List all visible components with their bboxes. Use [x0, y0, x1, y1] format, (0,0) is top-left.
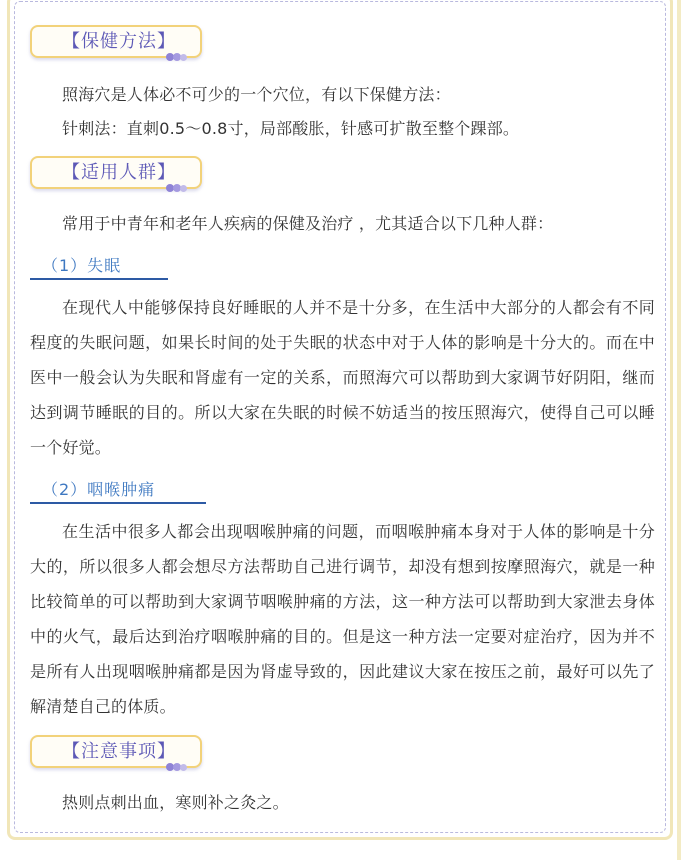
insomnia-paragraph: 在现代人中能够保持良好睡眠的人并不是十分多，在生活中大部分的人都会有不同程度的失眠问题，如果长时间的处于失眠的状态中对于人体的影响是十分大的。而在中医中一般会认为失眠和肾虚有一定的关系，而照海穴可以帮助到大家调节好阴阳，继而达到调节睡眠的目的。所以大家在失眠的时候不妨适当的按压照海穴，使得自己可以睡一个好觉。 [30, 298, 655, 457]
population-intro: 常用于中青年和老年人疾病的保健及治疗 ，尤其适合以下几种人群： [62, 214, 554, 233]
sore-throat-paragraph: 在生活中很多人都会出现咽喉肿痛的问题，而咽喉肿痛本身对于人体的影响是十分大的，所以很多人都会想尽方法帮助自己进行调节，却没有想到按摩照海穴，就是一种比较简单的可以帮助到大家调节咽喉肿痛的方法，这一种方法可以帮助到大家泄去身体中的火气，最后达到治疗咽喉肿痛的目的。但是这一种方法一定要对症治疗，因为并不是所有人出现咽喉肿痛都是因为肾虚导致的，因此建议大家在按压之前，最好可以先了解清楚自己的体质。 [30, 522, 655, 716]
section-title-label: 【保健方法】 [62, 31, 176, 52]
precautions-text: 热则点刺出血，寒则补之灸之。 [62, 793, 289, 812]
decorative-dots-icon [166, 53, 188, 61]
health-acupuncture-line: 针刺法：直刺0.5～0.8寸，局部酸胀，针感可扩散至整个踝部。 [62, 119, 520, 138]
decorative-dots-icon [166, 184, 188, 192]
right-edge-stripe [677, 0, 681, 860]
decorative-dots-icon [166, 763, 188, 771]
health-intro-line: 照海穴是人体必不可少的一个穴位，有以下保健方法： [62, 85, 451, 104]
section-title-applicable-population [30, 156, 202, 189]
section-title-label: 【适用人群】 [62, 162, 176, 183]
section-title-label: 【注意事项】 [62, 741, 176, 762]
section-title-health-methods [30, 25, 202, 58]
subheading-insomnia: （1）失眠 [30, 254, 168, 280]
section-title-precautions [30, 735, 202, 768]
subheading-sore-throat: （2）咽喉肿痛 [30, 478, 206, 504]
